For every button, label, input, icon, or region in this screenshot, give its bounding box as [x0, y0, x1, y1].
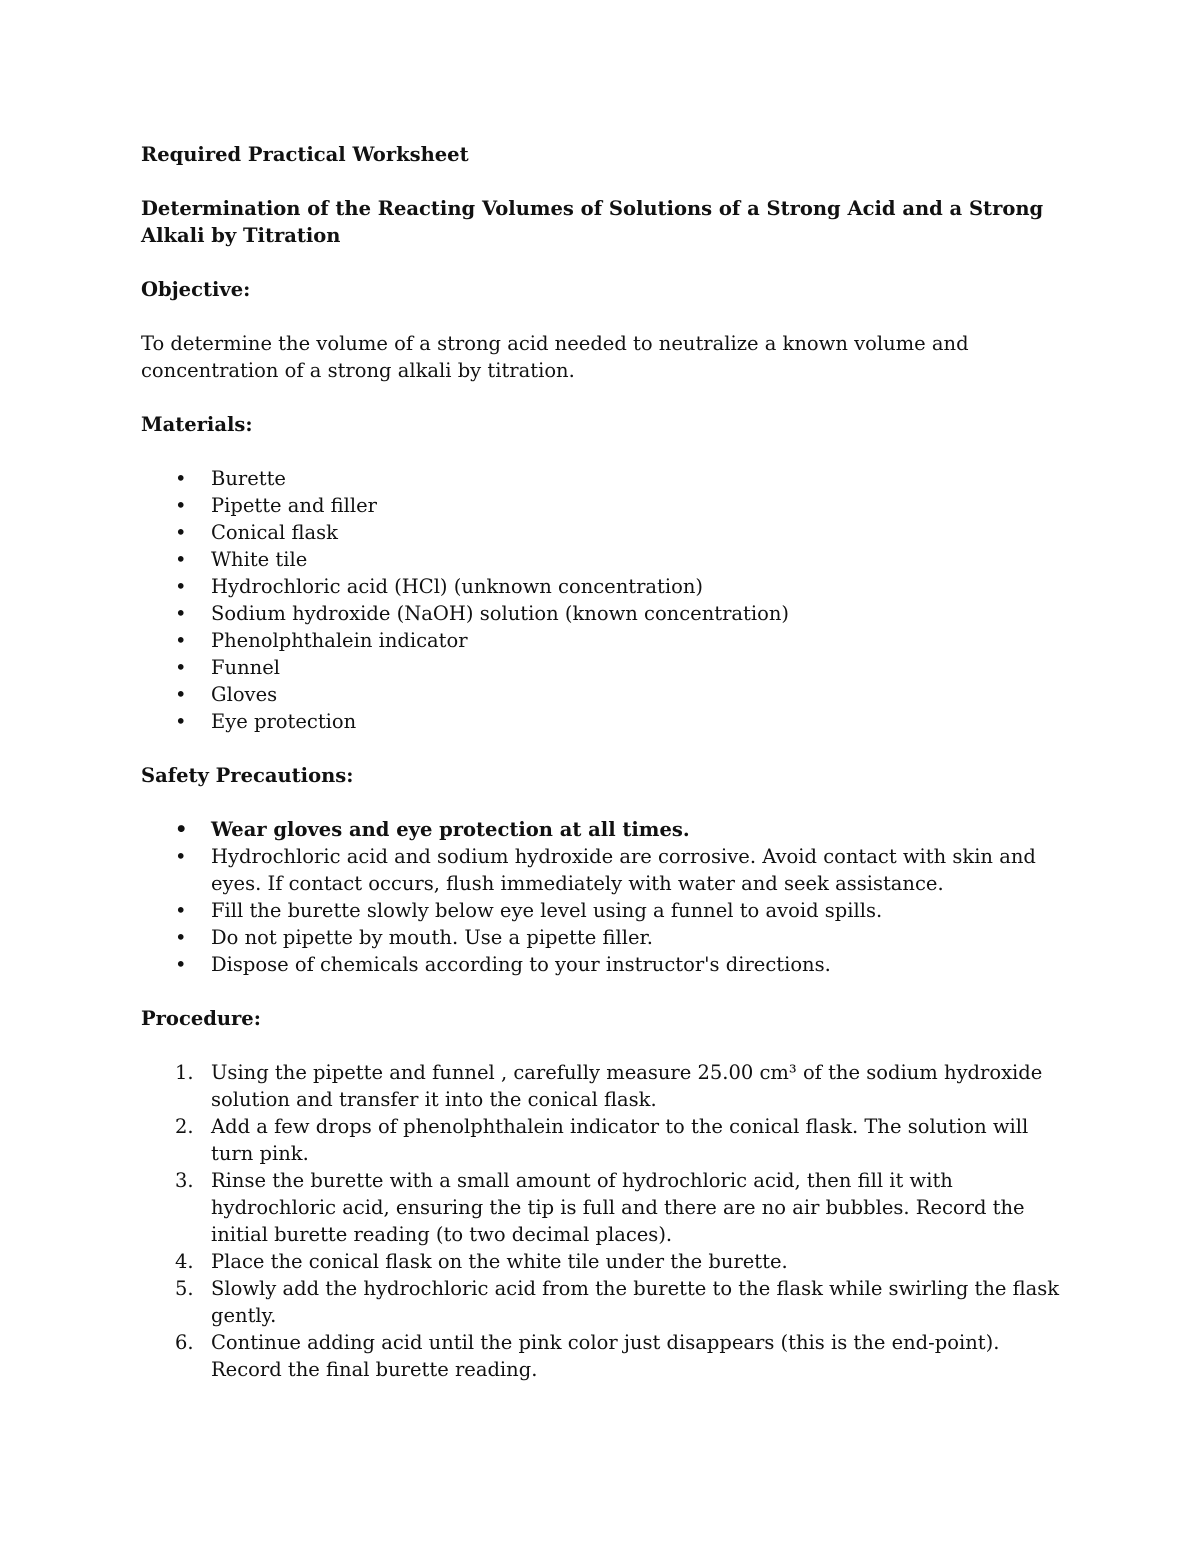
procedure-step — [141, 1248, 1076, 1275]
objective-text: To determine the volume of a strong acid needed to neutralize a known volume and concentration of a strong alkali by titration. — [141, 332, 969, 382]
step-number: 5. — [175, 1277, 194, 1300]
materials-item: • Hydrochloric acid (HCl) (unknown concentration) — [141, 573, 1076, 600]
step-number: 4. — [175, 1250, 194, 1273]
safety-list — [141, 816, 1076, 978]
step-text: Slowly add the hydrochloric acid from the burette to the flask while swirling the flask gently. — [211, 1277, 1060, 1327]
step-text: Add a few drops of phenolphthalein indicator to the conical flask. The solution will turn pink. — [211, 1115, 1029, 1165]
step-text: Place the conical flask on the white tile under the burette. — [211, 1250, 788, 1273]
materials-item: • Gloves — [141, 681, 1076, 708]
document-title: Required Practical Worksheet — [141, 143, 469, 166]
step-number: 3. — [175, 1169, 194, 1192]
procedure-step — [141, 1167, 1076, 1248]
materials-list — [141, 465, 1076, 735]
materials-item: • Conical flask — [141, 519, 1076, 546]
procedure-step — [141, 1329, 1076, 1383]
materials-item: • Eye protection — [141, 708, 1076, 735]
procedure-step — [141, 1059, 1076, 1113]
safety-item: • Dispose of chemicals according to your instructor's directions. — [141, 951, 1076, 978]
step-number: 6. — [175, 1331, 194, 1354]
step-number: 2. — [175, 1115, 194, 1138]
step-text: Using the pipette and funnel , carefully measure 25.00 cm³ of the sodium hydroxide solution and transfer it into the conical flask. — [211, 1061, 1043, 1111]
safety-item: • Wear gloves and eye protection at all times. — [141, 816, 1076, 843]
materials-item: • Funnel — [141, 654, 1076, 681]
worksheet-page — [141, 141, 1076, 1383]
document-subtitle: Determination of the Reacting Volumes of Solutions of a Strong Acid and a Strong Alkali by Titration — [141, 197, 1044, 247]
step-number: 1. — [175, 1061, 194, 1084]
materials-item: • Phenolphthalein indicator — [141, 627, 1076, 654]
procedure-step — [141, 1275, 1076, 1329]
step-text: Continue adding acid until the pink color just disappears (this is the end-point). Record the final burette reading. — [211, 1331, 1000, 1381]
materials-item: • White tile — [141, 546, 1076, 573]
safety-heading: Safety Precautions: — [141, 764, 354, 787]
safety-item: • Do not pipette by mouth. Use a pipette filler. — [141, 924, 1076, 951]
step-text: Rinse the burette with a small amount of hydrochloric acid, then fill it with hydrochloric acid, ensuring the tip is full and there are no air bubbles. Record the initial burette reading (to two decimal places). — [211, 1169, 1025, 1246]
safety-item: • Hydrochloric acid and sodium hydroxide are corrosive. Avoid contact with skin and eyes. If contact occurs, flush immediately with water and seek assistance. — [141, 843, 1076, 897]
materials-item: • Burette — [141, 465, 1076, 492]
materials-heading: Materials: — [141, 413, 253, 436]
procedure-list — [141, 1059, 1076, 1383]
procedure-heading: Procedure: — [141, 1007, 261, 1030]
procedure-step — [141, 1113, 1076, 1167]
safety-item: • Fill the burette slowly below eye level using a funnel to avoid spills. — [141, 897, 1076, 924]
materials-item: • Pipette and filler — [141, 492, 1076, 519]
materials-item: • Sodium hydroxide (NaOH) solution (known concentration) — [141, 600, 1076, 627]
objective-heading: Objective: — [141, 278, 251, 301]
